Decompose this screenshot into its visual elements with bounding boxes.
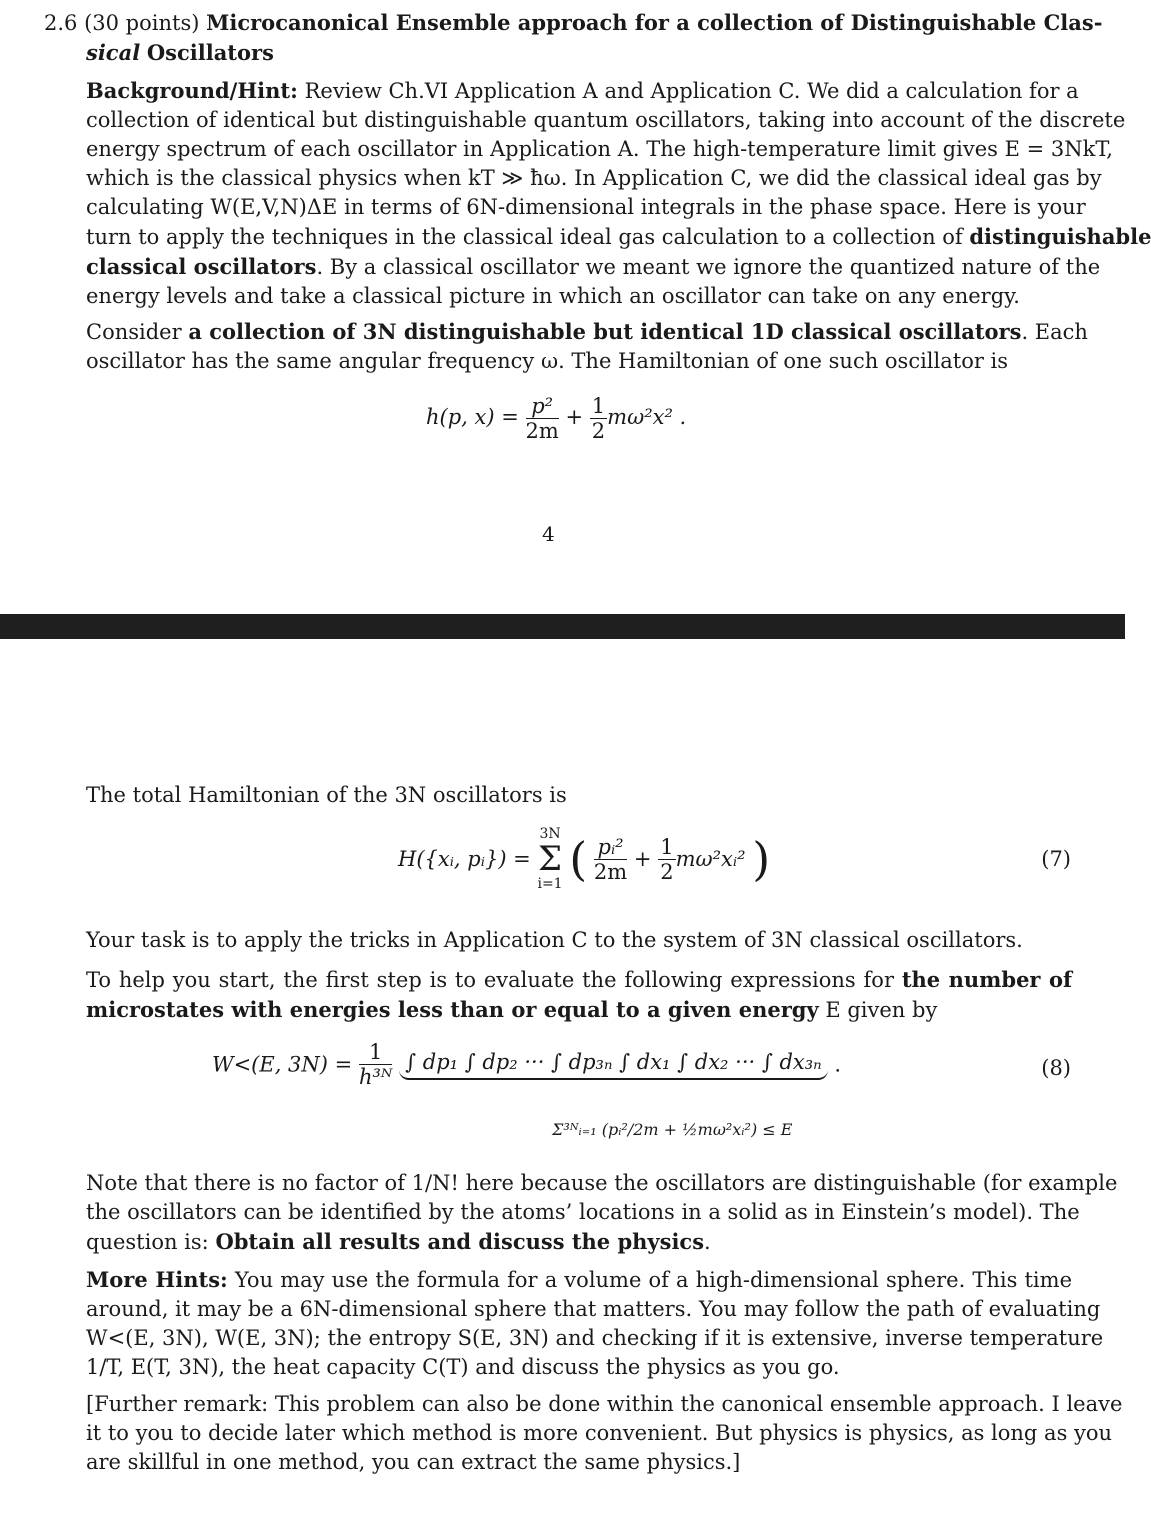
equation-8-constraint: Σ³ᴺᵢ₌₁ (pᵢ²/2m + ½mω²xᵢ²) ≤ E — [552, 1120, 793, 1139]
page-number: 4 — [542, 522, 555, 546]
equation-7: H({xᵢ, pᵢ}) = 3N Σ i=1 ( $\frac{\text{pᵢ²}}{2m}$ + $\frac{1}{2}$ mω²xᵢ² ) — [398, 826, 771, 892]
background-label: Background/Hint: — [86, 78, 298, 103]
more-hints-label: More Hints: — [86, 1267, 228, 1292]
task-text: Your task is to apply the tricks in Application C to the system of 3N classical oscillators. — [86, 928, 1023, 952]
total-hamiltonian-intro: The total Hamiltonian of the 3N oscillators is — [86, 783, 567, 807]
background-paragraph: Background/Hint: Review Ch.VI Application A and Application C. We did a calculation for a collection of identical but distinguishable quantum oscillators, taking into account of the discrete energy spectrum of each oscillator in Application A. The high-temperature limit gives E = 3NkT, which is the classical physics when kT ≫ ħω. In Application C, we did the classical ideal gas by calculating W(E,V,N)ΔE in terms of 6N-dimensional integrals in the phase space. Here is your turn to apply the techniques in the classical ideal gas calculation to a collection of distinguishable classical oscillators. By a classical oscillator we meant we ignore the quantized nature of the energy levels and take a classical picture in which an oscillator can take on any energy. — [86, 78, 1151, 308]
equation-8-number: (8) — [1041, 1056, 1071, 1080]
equation-single-hamiltonian: h(p, x) = $\frac{\text{p²}}{2m}$ + $\frac{1}{2}$ mω²x² . — [426, 394, 687, 443]
problem-points: (30 points) — [84, 11, 200, 35]
problem-title-line2: Oscillators — [146, 40, 274, 65]
more-hints-paragraph: More Hints: You may use the formula for a volume of a high-dimensional sphere. This time around, it may be a 6N-dimensional sphere that matters. You may follow the path of evaluating W<(E, 3N), W(E, 3N); the entropy S(E, 3N) and checking if it is extensive, inverse temperature 1/T, E(T, 3N), the heat capacity C(T) and discuss the physics as you go. — [86, 1267, 1104, 1379]
further-remark-paragraph: [Further remark: This problem can also be done within the canonical ensemble approach. I leave it to you to decide later which method is more convenient. But physics is physics, as long as you are skillful in one method, you can extract the same physics.] — [86, 1392, 1123, 1474]
equation-7-number: (7) — [1041, 847, 1071, 871]
problem-heading — [44, 8, 1103, 68]
problem-number: 2.6 — [44, 11, 78, 35]
page-break-divider — [0, 614, 1125, 639]
problem-title-line1: Microcanonical Ensemble approach for a collection of Distinguishable Clas- — [206, 10, 1103, 35]
equation-8: W<(E, 3N) = $\frac{1}{\text{h³ᴺ}}$ ∫ dp₁ ∫ dp₂ ··· ∫ dp₃ₙ ∫ dx₁ ∫ dx₂ ··· ∫ dx₃ₙ . — [212, 1040, 842, 1089]
note-paragraph: Note that there is no factor of 1/N! here because the oscillators are distinguishable (for example the oscillators can be identified by the atoms’ locations in a solid as in Einstein’s model). The question is: Obtain all results and discuss the physics. — [86, 1171, 1118, 1254]
problem-title-italic: sical — [86, 40, 141, 65]
help-paragraph: To help you start, the first step is to evaluate the following expressions for the number of microstates with energies less than or equal to a given energy E given by — [86, 967, 1072, 1022]
integral-expression: ∫ dp₁ ∫ dp₂ ··· ∫ dp₃ₙ ∫ dx₁ ∫ dx₂ ··· ∫ dx₃ₙ — [399, 1050, 828, 1080]
consider-paragraph: Consider a collection of 3N distinguishable but identical 1D classical oscillators. Each oscillator has the same angular frequency ω. The Hamiltonian of one such oscillator is — [86, 319, 1088, 373]
